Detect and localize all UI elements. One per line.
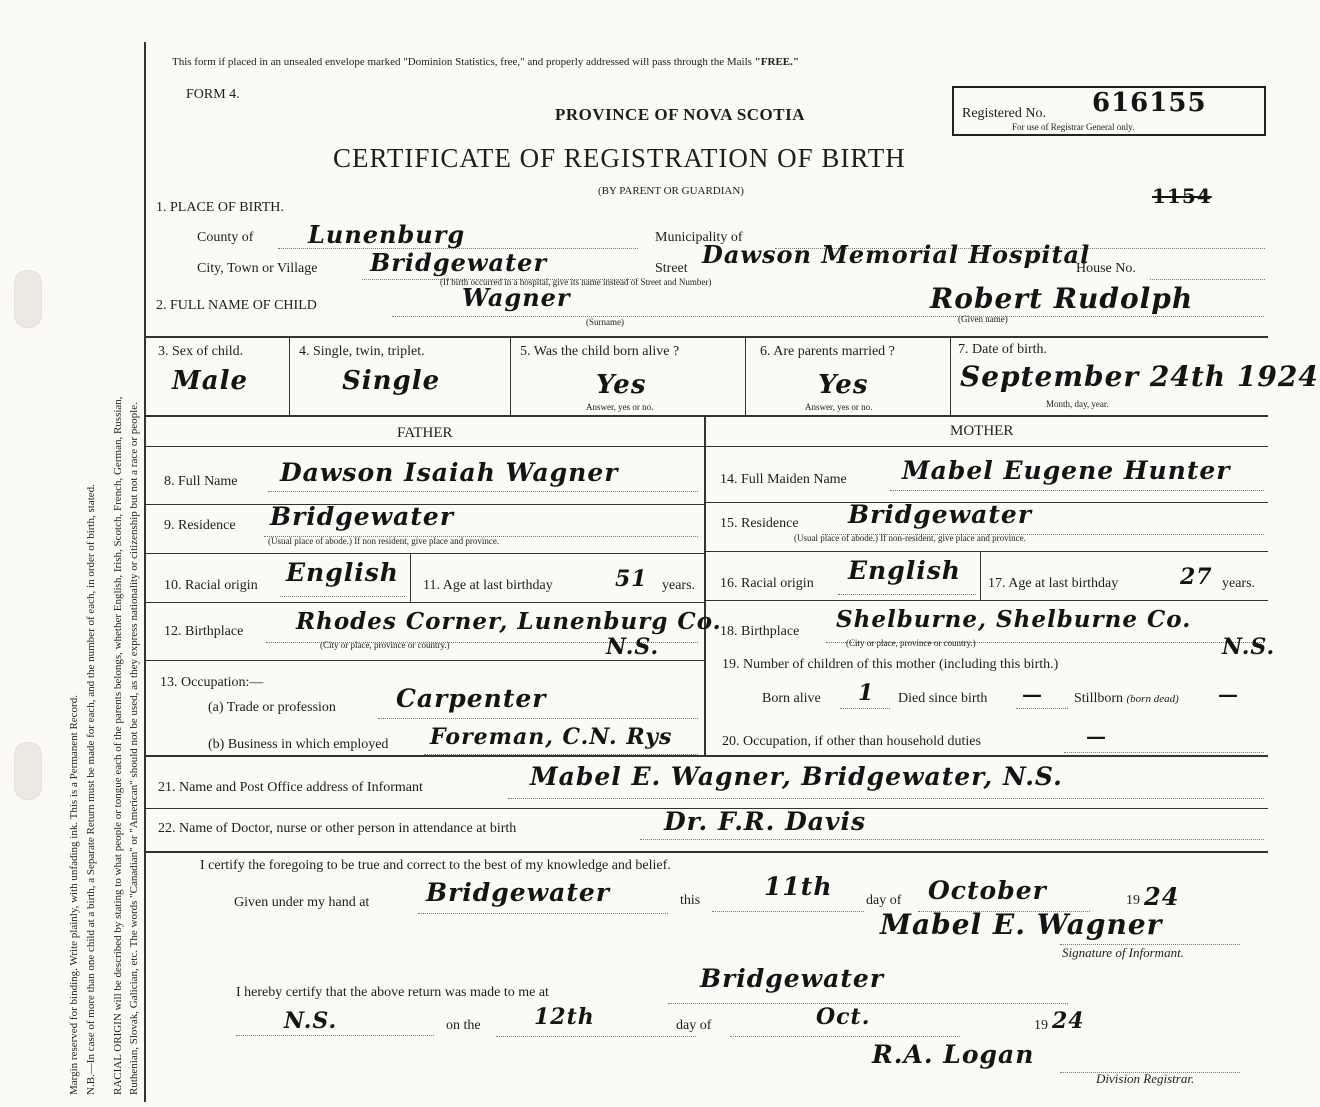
divider [146, 415, 1268, 417]
this-label: this [680, 893, 701, 908]
yes-no-note: Answer, yes or no. [805, 402, 873, 412]
business-label: (b) Business in which employed [208, 737, 389, 752]
mother-birthplace-note: (City or place, province or country.) [846, 638, 976, 648]
county-label: County of [197, 230, 254, 245]
day-of-label: day of [866, 893, 902, 908]
informant-label: 21. Name and Post Office address of Informant [158, 780, 423, 795]
born-alive-label: 5. Was the child born alive ? [520, 344, 680, 359]
doctor-label: 22. Name of Doctor, nurse or other person in attendance at birth [158, 821, 517, 836]
child-name-label: 2. FULL NAME OF CHILD [156, 298, 317, 313]
father-age-label: 11. Age at last birthday [423, 578, 553, 593]
mother-name: Mabel Eugene Hunter [902, 456, 1231, 485]
page-subtitle: (BY PARENT OR GUARDIAN) [598, 185, 744, 197]
given-day: 11th [764, 872, 833, 901]
mother-birthplace-province: N.S. [1222, 634, 1276, 660]
doctor-value: Dr. F.R. Davis [664, 807, 867, 836]
father-residence-note: (Usual place of abode.) If non resident, give place and province. [268, 536, 500, 546]
registrar-province: N.S. [284, 1008, 338, 1034]
mother-age: 27 [1180, 564, 1213, 590]
father-race: English [286, 558, 399, 587]
registrar-signature-label: Division Registrar. [1096, 1071, 1195, 1086]
father-name: Dawson Isaiah Wagner [280, 458, 619, 487]
informant-value: Mabel E. Wagner, Bridgewater, N.S. [530, 762, 1063, 791]
mother-age-label: 17. Age at last birthday [988, 576, 1119, 591]
given-year: 24 [1144, 882, 1180, 911]
mail-free: "FREE." [754, 56, 799, 68]
died-since-birth-value: — [1022, 682, 1043, 706]
occupation-label: 13. Occupation:— [160, 675, 264, 690]
divider [146, 336, 1268, 338]
father-name-label: 8. Full Name [164, 474, 238, 489]
father-birthplace: Rhodes Corner, Lunenburg Co. [296, 608, 722, 635]
registrar-year-prefix: 19 [1034, 1018, 1048, 1033]
binding-hole [14, 742, 42, 800]
parents-married-label: 6. Are parents married ? [760, 344, 895, 359]
died-since-birth-label: Died since birth [898, 691, 988, 706]
yes-no-note: Answer, yes or no. [586, 402, 654, 412]
registrar-day-of-label: day of [676, 1018, 712, 1033]
mother-residence: Bridgewater [848, 500, 1033, 529]
parents-column-divider [704, 417, 706, 755]
mother-birthplace-label: 18. Birthplace [720, 624, 800, 639]
place-of-birth-heading: 1. PLACE OF BIRTH. [156, 200, 284, 215]
sex-value: Male [172, 366, 249, 396]
struck-number: 1154 [1152, 184, 1212, 208]
mother-residence-label: 15. Residence [720, 516, 799, 531]
mother-residence-note: (Usual place of abode.) If non-resident, give place and province. [794, 533, 1026, 543]
surname-note: (Surname) [586, 317, 624, 327]
parents-married-value: Yes [818, 370, 869, 400]
father-age: 51 [615, 566, 648, 592]
certify-statement: I certify the foregoing to be true and correct to the best of my knowledge and belief. [200, 858, 671, 873]
child-given-name: Robert Rudolph [930, 282, 1194, 315]
form-left-border [144, 42, 146, 1102]
house-label: House No. [1076, 261, 1136, 276]
given-name-note: (Given name) [958, 314, 1008, 324]
mail-notice-text: This form if placed in an unsealed envelope marked "Dominion Statistics, free," and properly addressed will pass through the Mails [172, 56, 752, 68]
registrar-month: Oct. [816, 1004, 871, 1030]
county-value: Lunenburg [308, 220, 466, 249]
margin-note-racial-origin-cont: Ruthenian, Slovak, Galician, etc. The words "Canadian" or "American" should not be used, as they express nationality or citizenship but not a race or people. [128, 402, 140, 1095]
margin-note-binding: Margin reserved for binding. Write plainly, with unfading ink. This is a Permanent Record. [68, 695, 80, 1095]
registrar-statement: I hereby certify that the above return was made to me at [236, 985, 549, 1000]
father-residence: Bridgewater [270, 502, 455, 531]
street-value: Dawson Memorial Hospital [702, 240, 1091, 269]
municipality-label: Municipality of [655, 230, 743, 245]
given-place: Bridgewater [426, 878, 611, 907]
father-residence-label: 9. Residence [164, 518, 236, 533]
registration-box [952, 86, 1266, 136]
hospital-note: (If birth occurred in a hospital, give its name instead of Street and Number) [440, 277, 712, 287]
city-label: City, Town or Village [197, 261, 318, 276]
margin-note-racial-origin: RACIAL ORIGIN will be described by stating to what people or tongue each of the parents belongs, whether English, Irish, Scotch, French, German, Russian, [112, 396, 124, 1095]
born-alive-count-label: Born alive [762, 691, 821, 706]
trade-value: Carpenter [396, 684, 547, 713]
mother-occupation-label: 20. Occupation, if other than household duties [722, 734, 981, 749]
father-birthplace-label: 12. Birthplace [164, 624, 244, 639]
date-of-birth-value: September 24th 1924 [960, 360, 1319, 393]
plurality-value: Single [342, 366, 441, 396]
stillborn-label [1074, 691, 1179, 707]
margin-note-multiple-births: N.B.—In case of more than one child at a birth, a Separate Return must be made for each, and the number of each, in order of birth, stated. [85, 484, 97, 1095]
stillborn-label-text: Stillborn [1074, 691, 1124, 706]
year-prefix: 19 [1126, 893, 1140, 908]
given-under-label: Given under my hand at [234, 895, 370, 910]
father-birthplace-province: N.S. [606, 634, 660, 660]
mother-race: English [848, 556, 961, 585]
mother-years: years. [1222, 576, 1256, 591]
children-count-label: 19. Number of children of this mother (including this birth.) [722, 657, 1059, 672]
sex-label: 3. Sex of child. [158, 344, 244, 359]
registrar-year: 24 [1052, 1008, 1085, 1034]
informant-signature-label: Signature of Informant. [1062, 945, 1184, 960]
registrar-day: 12th [534, 1004, 595, 1030]
father-race-label: 10. Racial origin [164, 578, 258, 593]
page-title: CERTIFICATE OF REGISTRATION OF BIRTH [333, 143, 906, 173]
registration-note: For use of Registrar General only. [1012, 122, 1135, 132]
father-heading: FATHER [397, 425, 453, 441]
plurality-label: 4. Single, twin, triplet. [299, 344, 425, 359]
business-value: Foreman, C.N. Rys [430, 724, 673, 750]
registration-number: 616155 [1092, 88, 1207, 118]
given-month: October [928, 876, 1047, 905]
mother-name-label: 14. Full Maiden Name [720, 472, 847, 487]
registrar-on-label: on the [446, 1018, 481, 1033]
street-label: Street [655, 261, 688, 276]
registrar-signature: R.A. Logan [872, 1040, 1035, 1069]
date-of-birth-note: Month, day, year. [1046, 399, 1109, 409]
trade-label: (a) Trade or profession [208, 700, 336, 715]
father-birthplace-note: (City or place, province or country.) [320, 640, 450, 650]
mail-notice [172, 56, 799, 68]
form-number: FORM 4. [186, 87, 240, 102]
registration-label: Registered No. [962, 106, 1046, 121]
binding-hole [14, 270, 42, 328]
mother-race-label: 16. Racial origin [720, 576, 814, 591]
child-surname: Wagner [462, 283, 571, 312]
stillborn-note: (born dead) [1126, 693, 1179, 705]
province-heading: PROVINCE OF NOVA SCOTIA [555, 105, 806, 124]
city-value: Bridgewater [370, 248, 548, 277]
mother-birthplace: Shelburne, Shelburne Co. [836, 606, 1192, 633]
date-of-birth-label: 7. Date of birth. [958, 342, 1048, 357]
mother-occupation-value: — [1086, 724, 1107, 748]
stillborn-value: — [1218, 682, 1239, 706]
registrar-place: Bridgewater [700, 964, 885, 993]
mother-heading: MOTHER [950, 423, 1014, 439]
father-years: years. [662, 578, 696, 593]
informant-signature: Mabel E. Wagner [880, 908, 1163, 941]
born-alive-count: 1 [858, 680, 875, 706]
born-alive-value: Yes [596, 370, 647, 400]
